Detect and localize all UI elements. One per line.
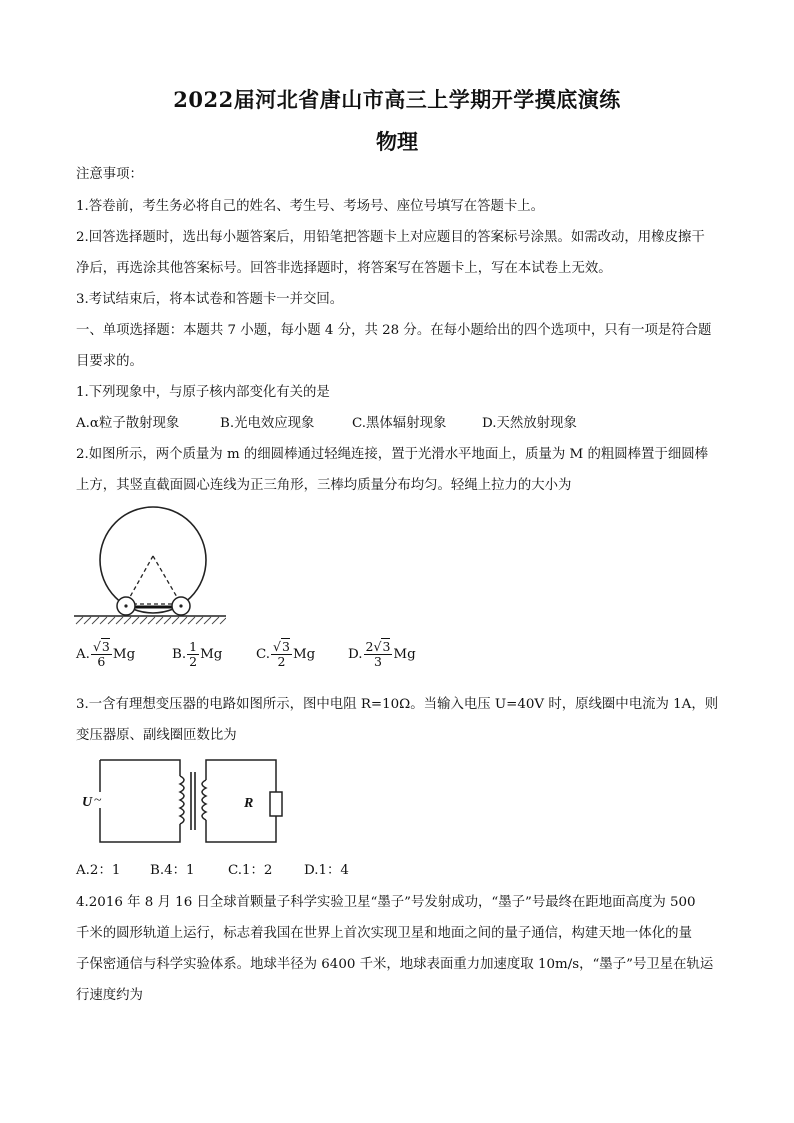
secondary-circuit-wire (206, 760, 276, 842)
q1-option-c: C.黑体辐射现象 (352, 416, 447, 431)
subject-title: 物理 (376, 129, 418, 154)
q2-option-b-unit: Mg (200, 647, 223, 662)
q2-option-d-coefficient: 2 (365, 639, 374, 654)
q1-stem: 1.下列现象中，与原子核内部变化有关的是 (76, 385, 330, 400)
q2-option-a: A. $\frac{√3}{6}$ Mg (76, 639, 136, 669)
exam-title: 2022届河北省唐山市高三上学期开学摸底演练 (173, 87, 621, 112)
label-ac-tilde: ~ (94, 793, 102, 808)
q4-stem-line-1: 4.2016 年 8 月 16 日全球首颗量子科学实验卫星“墨子”号发射成功，“墨子”号最终在距地面高度为 500 (76, 895, 696, 910)
note-item-2-line-1: 2.回答选择题时，选出每小题答案后，用铅笔把答题卡上对应题目的答案标号涂黑。如需改动，用橡皮擦干 (76, 230, 705, 245)
large-rod-circle (100, 507, 206, 613)
q2-option-b (172, 640, 222, 669)
triangle-left-side (126, 556, 153, 604)
q2-option-d-unit: Mg (393, 647, 416, 662)
q2-option-a-denominator: 6 (97, 654, 106, 669)
q3-stem-line-1: 3.一含有理想变压器的电路如图所示，图中电阻 R=10Ω。当输入电压 U=40V 时，原线圈中电流为 1A，则 (76, 697, 719, 712)
primary-circuit-wire (100, 760, 180, 842)
q3-option-c: C.1：2 (228, 863, 273, 878)
q4-stem-line-2: 千米的圆形轨道上运行，标志着我国在世界上首次实现卫星和地面之间的量子通信，构建天地一体化的量 (76, 926, 692, 941)
q3-stem-line-2: 变压器原、副线圈匝数比为 (76, 728, 237, 743)
q3-transformer-figure (74, 752, 286, 852)
q1-option-d: D.天然放射现象 (482, 416, 577, 431)
q2-option-c-unit: Mg (292, 647, 316, 662)
q2-option-d-numerator: 3 (382, 639, 391, 654)
section-1-heading-line-2: 目要求的。 (76, 354, 143, 369)
q3-option-b: B.4：1 (150, 863, 195, 878)
note-item-3: 3.考试结束后，将本试卷和答题卡一并交回。 (76, 292, 344, 307)
secondary-coil (202, 780, 206, 820)
note-item-1: 1.答卷前，考生务必将自己的姓名、考生号、考场号、座位号填写在答题卡上。 (76, 199, 545, 214)
label-r: R (244, 796, 254, 811)
q2-option-c-denominator: 2 (277, 654, 286, 669)
q2-option-b-label: B. (172, 647, 187, 662)
q2-option-c: C. $\frac{√3}{2}$ Mg (256, 639, 316, 669)
q1-option-b: B.光电效应现象 (220, 416, 315, 431)
notes-heading: 注意事项： (76, 167, 143, 182)
q2-option-a-numerator: 3 (101, 639, 110, 654)
resistor-box (270, 792, 282, 816)
note-item-2-line-2: 净后，再选涂其他答案标号。回答非选择题时，将答案写在答题卡上，写在本试卷上无效。 (76, 261, 612, 276)
q2-option-b-denominator: 2 (189, 654, 198, 669)
primary-coil (180, 776, 184, 824)
ground-hatching (76, 617, 226, 624)
q2-option-a-unit: Mg (112, 647, 136, 662)
q2-option-c-numerator: 3 (282, 639, 290, 654)
q2-rods-figure (74, 500, 226, 628)
q2-option-c-label: C. (256, 647, 271, 662)
q2-option-d-denominator: 3 (373, 654, 382, 669)
q1-option-a: A.α粒子散射现象 (76, 416, 180, 431)
q2-option-d: D. $\frac{2√3}{3}$ Mg (348, 639, 416, 669)
q3-option-d: D.1：4 (304, 863, 349, 878)
label-u: U (82, 795, 93, 810)
q2-stem-line-2: 上方，其竖直截面圆心连线为正三角形，三棒均质量分布均匀。轻绳上拉力的大小为 (76, 478, 572, 493)
q4-stem-line-4: 行速度约为 (76, 988, 143, 1003)
q2-stem-line-1: 2.如图所示，两个质量为 m 的细圆棒通过轻绳连接，置于光滑水平地面上，质量为 M 的粗圆棒置于细圆棒 (76, 447, 709, 462)
triangle-right-side (153, 556, 181, 604)
q2-option-b-numerator: 1 (189, 639, 198, 654)
q4-stem-line-3: 子保密通信与科学实验体系。地球半径为 6400 千米，地球表面重力加速度取 10m/s，“墨子”号卫星在轨运 (76, 957, 714, 972)
section-1-heading-line-1: 一、单项选择题：本题共 7 小题，每小题 4 分，共 28 分。在每小题给出的四个选项中，只有一项是符合题 (76, 323, 712, 338)
q3-option-a: A.2：1 (76, 863, 121, 878)
q2-option-a-label: A. (76, 647, 90, 662)
q2-option-d-label: D. (348, 647, 363, 662)
